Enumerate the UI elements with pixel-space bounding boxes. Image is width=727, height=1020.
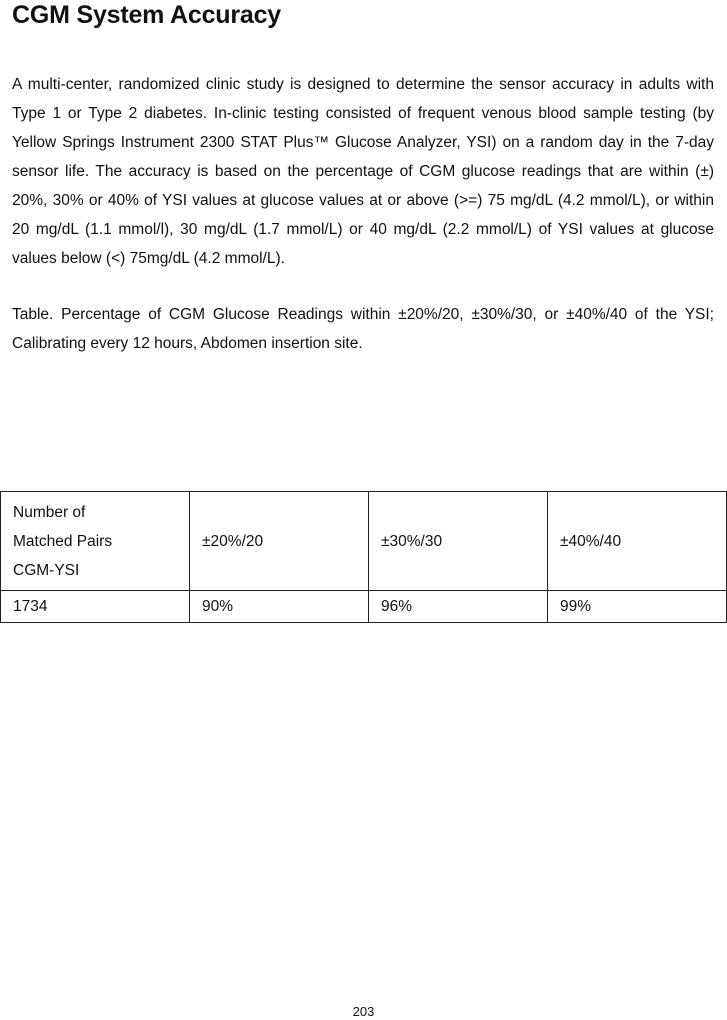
document-page [12,0,714,358]
header-matched-pairs-line1: Number of [13,503,86,521]
cell-40-percent: 99% [547,591,726,623]
body-paragraph: A multi-center, randomized clinic study is designed to determine the sensor accuracy in adults with Type 1 or Type 2 diabetes. In-clinic testing consisted of frequent venous blood sample testing (by Yellow Springs Instrument 2300 STAT Plus™ Glucose Analyzer, YSI) on a random day in the 7-day sensor life. The accuracy is based on the percentage of CGM glucose readings that are within (±) 20%, 30% or 40% of YSI values at glucose values at or above (>=) 75 mg/dL (4.2 mmol/L), or within 20 mg/dL (1.1 mmol/l), 30 mg/dL (1.7 mmol/L) or 40 mg/dL (2.2 mmol/L) of YSI values at glucose values below (<) 75mg/dL (4.2 mmol/L). [12,76,714,267]
header-matched-pairs-line3: CGM-YSI [13,561,80,579]
table-header-row [1,492,727,591]
header-matched-pairs [1,492,190,591]
page-title: CGM System Accuracy [12,1,282,29]
header-30-percent: ±30%/30 [369,492,548,591]
header-matched-pairs-line2: Matched Pairs [13,532,113,550]
page-number: 203 [352,1004,375,1019]
table-row [1,591,727,623]
cell-30-percent: 96% [369,591,548,623]
header-20-percent: ±20%/20 [190,492,369,591]
table-caption: Table. Percentage of CGM Glucose Readings within ±20%/20, ±30%/30, or ±40%/40 of the YSI; Calibrating every 12 hours, Abdomen insertion site. [12,306,714,352]
cell-20-percent: 90% [190,591,369,623]
header-40-percent: ±40%/40 [547,492,726,591]
accuracy-table [0,491,727,623]
cell-matched-pairs: 1734 [1,591,190,623]
